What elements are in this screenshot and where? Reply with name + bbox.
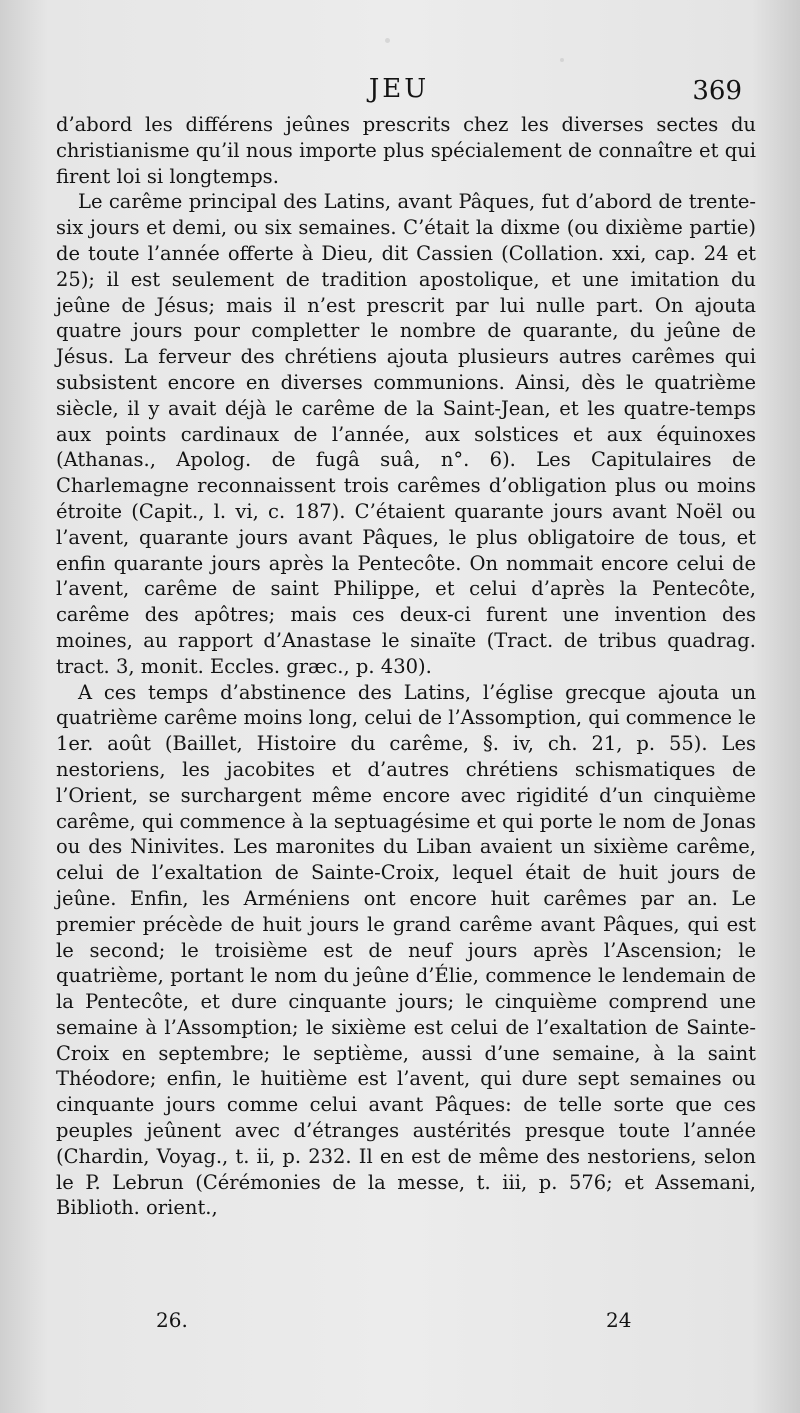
paper-stain xyxy=(560,58,564,62)
page-number: 369 xyxy=(692,76,742,106)
paragraph: Le carême principal des Latins, avant Pâques, fut d’abord de trente-six jours et demi, ou six semaines. C’était la dixme (ou dixième partie) de toute l’année offerte à Dieu, dit Cassien (Collation. xxi, cap. 24 et 25); il est seulement de tradition apostolique, et une imitation du jeûne de Jésus; mais il n’est prescrit par lui nulle part. On ajouta quatre jours pour completter le nombre de quarante, du jeûne de Jésus. La ferveur des chrétiens ajouta plusieurs autres carêmes qui subsistent encore en diverses communions. Ainsi, dès le quatrième siècle, il y avait déjà le carême de la Saint-Jean, et les quatre-temps aux points cardinaux de l’année, aux solstices et aux équinoxes (Athanas., Apolog. de fugâ suâ, n°. 6). Les Capitulaires de Charlemagne reconnaissent trois carêmes d’obligation plus ou moins étroite (Capit., l. vi, c. 187). C’étaient quarante jours avant Noël ou l’avent, quarante jours avant Pâques, le plus obligatoire de tous, et enfin quarante jours après la Pentecôte. On nommait encore celui de l’avent, carême de saint Philippe, et celui d’après la Pentecôte, carême des apôtres; mais ces deux-ci furent une invention des moines, au rapport d’Anastase le sinaïte (Tract. de tribus quadrag. tract. 3, monit. Eccles. græc., p. 430). xyxy=(56,190,756,678)
body-text xyxy=(56,112,756,1221)
signature-mark-right: 24 xyxy=(606,1308,632,1332)
signature-mark-left: 26. xyxy=(156,1308,188,1332)
paragraph: d’abord les différens jeûnes prescrits chez les diverses sectes du christianisme qu’il nous importe plus spécialement de connaître et qui firent loi si longtemps. xyxy=(56,113,756,188)
running-head: JEU xyxy=(368,74,430,104)
page-footer xyxy=(56,1308,742,1338)
paper-stain xyxy=(385,38,390,43)
paragraph: A ces temps d’abstinence des Latins, l’église grecque ajouta un quatrième carême moins long, celui de l’Assomption, qui commence le 1er. août (Baillet, Histoire du carême, §. iv, ch. 21, p. 55). Les nestoriens, les jacobites et d’autres chrétiens schismatiques de l’Orient, se surchargent même encore avec rigidité d’un cinquième carême, qui commence à la septuagésime et qui porte le nom de Jonas ou des Ninivites. Les maronites du Liban avaient un sixième carême, celui de l’exaltation de Sainte-Croix, lequel était de huit jours de jeûne. Enfin, les Arméniens ont encore huit carêmes par an. Le premier précède de huit jours le grand carême avant Pâques, qui est le second; le troisième est de neuf jours après l’Ascension; le quatrième, portant le nom du jeûne d’Élie, commence le lendemain de la Pentecôte, et dure cinquante jours; le cinquième comprend une semaine à l’Assomption; le sixième est celui de l’exaltation de Sainte-Croix en septembre; le septième, aussi d’une semaine, à la saint Théodore; enfin, le huitième est l’avent, qui dure sept semaines ou cinquante jours comme celui avant Pâques: de telle sorte que ces peuples jeûnent avec d’étranges austérités presque toute l’année (Chardin, Voyag., t. ii, p. 232. Il en est de même des nestoriens, selon le P. Lebrun (Cérémonies de la messe, t. iii, p. 576; et Assemani, Biblioth. orient., xyxy=(56,680,756,1220)
page-header xyxy=(56,74,742,110)
